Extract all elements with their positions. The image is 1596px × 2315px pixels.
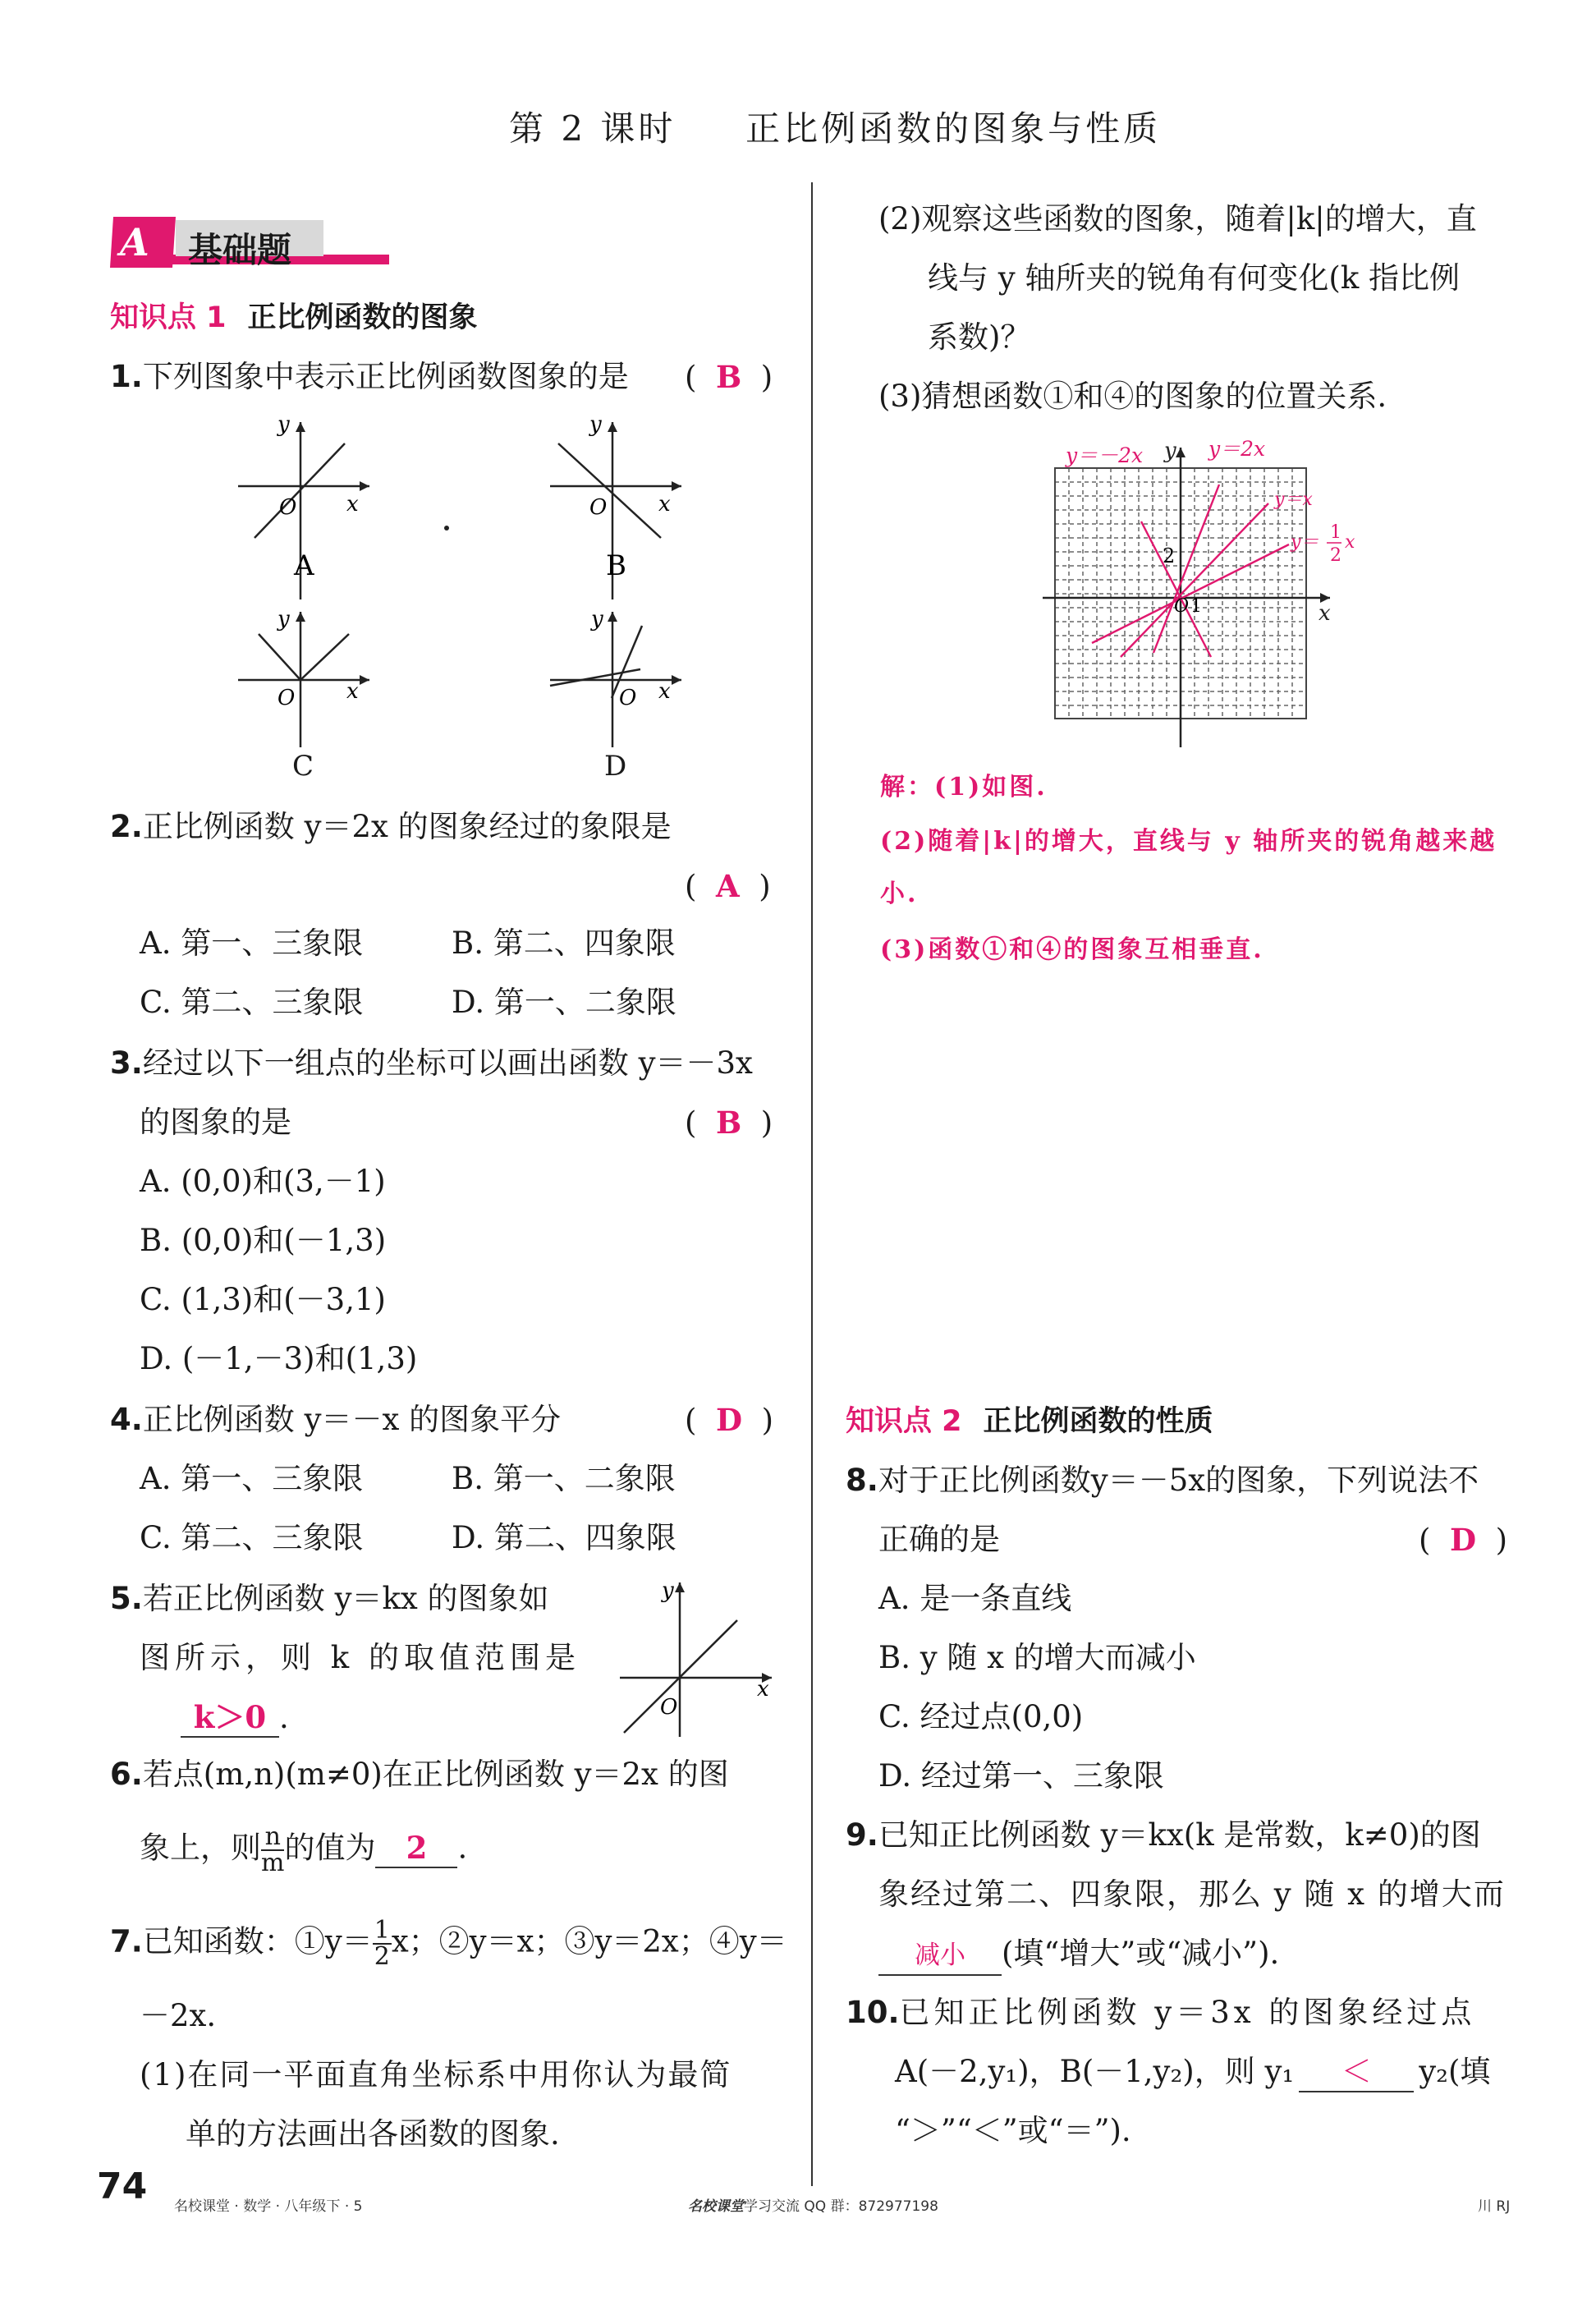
q9-answer: 减小	[878, 1936, 1002, 1976]
q2-option-b: B. 第二、四象限	[452, 926, 676, 961]
question-1	[110, 358, 629, 396]
tick-1: 1	[1190, 596, 1202, 617]
q4-text: 正比例函数 y＝－x 的图象平分	[142, 1402, 562, 1437]
q6-line2-post: 的值为	[284, 1830, 376, 1866]
label-half-top: 1	[1330, 522, 1341, 543]
q1-graphs	[222, 411, 714, 788]
knowledge-point-1	[110, 299, 478, 337]
q3-option-b: B. (0,0)和(－1,3)	[140, 1223, 387, 1258]
q9-line3	[878, 1935, 1279, 1976]
q5-o: O	[660, 1695, 678, 1720]
q8-answer: D	[1449, 1522, 1477, 1558]
label-half-bottom: 2	[1330, 545, 1341, 566]
q6-line2-pre: 象上，则	[140, 1830, 261, 1866]
tick-2: 2	[1163, 544, 1176, 567]
q8-option-c: C. 经过点(0,0)	[878, 1699, 1084, 1734]
lesson-number: 第 2 课时	[509, 108, 676, 149]
q9-number: 9.	[846, 1817, 878, 1853]
q1-answer-bracket: ( B )	[685, 359, 773, 395]
solution-2-line1: (2)随着|k|的增大，直线与 y 轴所夹的锐角越来越	[880, 827, 1497, 856]
kp1-title: 正比例函数的图象	[247, 301, 478, 334]
q1-number: 1.	[110, 359, 143, 394]
q7-part2-line2: 线与 y 轴所夹的锐角有何变化(k 指比例	[928, 260, 1461, 296]
label-neg2x: y＝－2x	[1066, 443, 1144, 467]
question-2	[110, 808, 672, 846]
section-label: 基础题	[188, 230, 292, 270]
label-2x: y＝2x	[1208, 437, 1266, 461]
graph-d	[550, 607, 681, 747]
graph-b-y: y	[589, 412, 602, 437]
q3-option-a: A. (0,0)和(3,－1)	[140, 1164, 386, 1199]
q10-line1: 已知正比例函数 y＝3x 的图象经过点	[899, 1995, 1476, 2030]
q7-post: x；②y＝x；③y＝2x；④y＝	[391, 1923, 787, 1959]
q8-number: 8.	[846, 1463, 878, 1498]
q5-answer-line	[181, 1698, 289, 1738]
q6-frac-bottom: m	[261, 1849, 285, 1877]
q5-x: x	[757, 1677, 769, 1702]
q3-line1: 经过以下一组点的坐标可以画出函数 y＝－3x	[142, 1045, 753, 1081]
stray-dot	[444, 526, 449, 531]
graph-a-o: O	[279, 495, 297, 520]
q4-option-d: D. 第二、四象限	[452, 1520, 676, 1555]
graph-a-label: A	[294, 549, 314, 582]
page-title	[509, 110, 1161, 148]
knowledge-point-2	[846, 1403, 1213, 1440]
label-half-x	[1290, 522, 1355, 566]
q7-number: 7.	[110, 1923, 143, 1959]
q3-option-d: D. (－1,－3)和(1,3)	[140, 1341, 418, 1376]
q7-frac-bottom: 2	[374, 1942, 390, 1971]
question-6	[110, 1756, 729, 1794]
section-banner	[110, 214, 389, 279]
q2-option-c: C. 第二、三象限	[140, 985, 364, 1020]
graph-d-y: y	[591, 607, 603, 632]
q4-option-b: B. 第一、二象限	[452, 1461, 676, 1496]
q6-frac-top: n	[261, 1825, 284, 1851]
question-8	[846, 1462, 1479, 1500]
question-10	[846, 1994, 1475, 2032]
q8-answer-bracket: ( D )	[1419, 1522, 1508, 1558]
q6-answer: 2	[375, 1829, 457, 1868]
q4-option-c: C. 第二、三象限	[140, 1520, 364, 1555]
q10-line2-pre: A(－2,y₁)，B(－1,y₂)，则 y₁	[895, 2054, 1295, 2089]
q3-line2: 的图象的是	[140, 1105, 291, 1140]
line-2x	[1153, 485, 1219, 653]
lesson-title: 正比例函数的图象与性质	[745, 108, 1162, 149]
grid-axis-y: y	[1164, 439, 1176, 463]
q7-line2: －2x.	[140, 1998, 217, 2033]
q2-number: 2.	[110, 809, 143, 844]
q1-answer: B	[715, 359, 742, 395]
q10-line2	[895, 2053, 1490, 2092]
q6-fraction	[261, 1822, 285, 1877]
q7-frac-top: 1	[374, 1916, 390, 1945]
q2-option-a: A. 第一、三象限	[140, 926, 364, 961]
q7-part3: (3)猜想函数①和④的图象的位置关系.	[878, 379, 1387, 414]
question-7	[110, 1918, 787, 1969]
q6-number: 6.	[110, 1757, 143, 1792]
grid-axis-x: x	[1319, 601, 1331, 626]
graph-b-o: O	[589, 495, 608, 520]
q6-end: .	[457, 1830, 468, 1866]
q10-line2-post: y₂(填	[1419, 2054, 1491, 2089]
q8-option-b: B. y 随 x 的增大而减小	[878, 1640, 1196, 1675]
q5-line1: 若正比例函数 y＝kx 的图象如	[142, 1581, 549, 1616]
q3-answer: B	[715, 1105, 742, 1141]
q8-line1: 对于正比例函数y＝－5x的图象，下列说法不	[878, 1463, 1479, 1498]
q9-line3-text: (填“增大”或“减小”).	[1002, 1936, 1280, 1971]
q5-line2: 图所示，则 k 的取值范围是	[140, 1640, 580, 1675]
graph-b-x: x	[658, 492, 671, 517]
label-half-post: x	[1345, 532, 1355, 553]
graph-a-x: x	[346, 492, 359, 517]
q2-answer: A	[715, 868, 740, 904]
solution-1: 解：(1)如图.	[880, 773, 1048, 802]
graph-d-x: x	[658, 679, 671, 704]
q7-part2-line1: (2)观察这些函数的图象，随着|k|的增大，直	[878, 201, 1477, 237]
question-3	[110, 1045, 753, 1082]
footer-brand: 名校课堂	[688, 2198, 744, 2215]
footer-edition: 川 RJ	[1478, 2198, 1511, 2215]
q10-number: 10.	[846, 1995, 900, 2030]
graph-d-label: D	[604, 750, 627, 783]
q7-part1-line1: (1)在同一平面直角坐标系中用你认为最简	[140, 2057, 732, 2092]
q5-number: 5.	[110, 1581, 143, 1616]
column-divider	[811, 182, 813, 2186]
q6-line2	[140, 1822, 468, 1877]
q10-answer: ＜	[1299, 2053, 1414, 2092]
q3-option-c: C. (1,3)和(－3,1)	[140, 1282, 386, 1317]
q7-grid-figure	[1026, 431, 1371, 760]
graph-a-y: y	[277, 412, 290, 437]
q4-number: 4.	[110, 1402, 143, 1437]
q3-number: 3.	[110, 1045, 143, 1081]
question-5	[110, 1580, 549, 1618]
q9-line1: 已知正比例函数 y＝kx(k 是常数，k≠0)的图	[878, 1817, 1481, 1853]
graph-c-x: x	[346, 679, 359, 704]
question-9	[846, 1817, 1481, 1854]
q9-line2: 象经过第二、四象限，那么 y 随 x 的增大而	[878, 1876, 1506, 1912]
q2-answer-bracket: ( A )	[685, 868, 771, 904]
q8-line2: 正确的是	[878, 1522, 1000, 1557]
q2-option-d: D. 第一、二象限	[452, 985, 676, 1020]
q8-option-d: D. 经过第一、三象限	[878, 1758, 1164, 1794]
q7-pre: 已知函数：①y＝	[142, 1923, 373, 1959]
graph-c-y: y	[277, 607, 290, 632]
label-x: y＝x	[1274, 489, 1313, 510]
footer-qq-line	[688, 2188, 938, 2225]
q5-answer: k＞0	[181, 1698, 279, 1738]
footer-qq: 学习交流 QQ 群：872977198	[744, 2198, 938, 2215]
q8-option-a: A. 是一条直线	[878, 1581, 1072, 1616]
q5-end: .	[279, 1700, 289, 1735]
q4-option-a: A. 第一、三象限	[140, 1461, 364, 1496]
graph-d-o: O	[619, 686, 637, 710]
q10-line3: “＞”“＜”或“＝”).	[895, 2113, 1131, 2148]
kp1-label: 知识点 1	[110, 301, 227, 334]
solution-3: (3)函数①和④的图象互相垂直.	[880, 935, 1264, 964]
graph-c-o: O	[277, 686, 296, 710]
q4-answer-bracket: ( D )	[685, 1402, 774, 1438]
kp2-label: 知识点 2	[846, 1405, 962, 1438]
q6-line1: 若点(m,n)(m≠0)在正比例函数 y＝2x 的图	[142, 1757, 729, 1792]
graph-b-label: B	[606, 549, 626, 582]
section-letter: A	[120, 220, 149, 264]
question-4	[110, 1401, 561, 1439]
q1-text: 下列图象中表示正比例函数图象的是	[142, 359, 629, 394]
solution-2-line2: 小.	[880, 880, 919, 908]
kp2-title: 正比例函数的性质	[983, 1405, 1213, 1438]
q4-answer: D	[715, 1402, 743, 1438]
q5-y: y	[662, 1578, 674, 1603]
q7-part2-line3: 系数)？	[928, 319, 1031, 355]
page-number: 74	[97, 2166, 148, 2207]
graph-c-label: C	[292, 750, 314, 783]
q5-graph	[616, 1573, 780, 1737]
q3-answer-bracket: ( B )	[685, 1105, 773, 1141]
q2-text: 正比例函数 y＝2x 的图象经过的象限是	[142, 809, 672, 844]
grid-origin: O	[1174, 596, 1190, 617]
q7-part1-line2: 单的方法画出各函数的图象.	[186, 2116, 560, 2152]
graph-c	[238, 607, 369, 747]
label-half-pre: y＝	[1291, 532, 1319, 553]
footer-book: 名校课堂 · 数学 · 八年级下 · 5	[174, 2198, 363, 2215]
q7-fraction	[373, 1918, 392, 1969]
